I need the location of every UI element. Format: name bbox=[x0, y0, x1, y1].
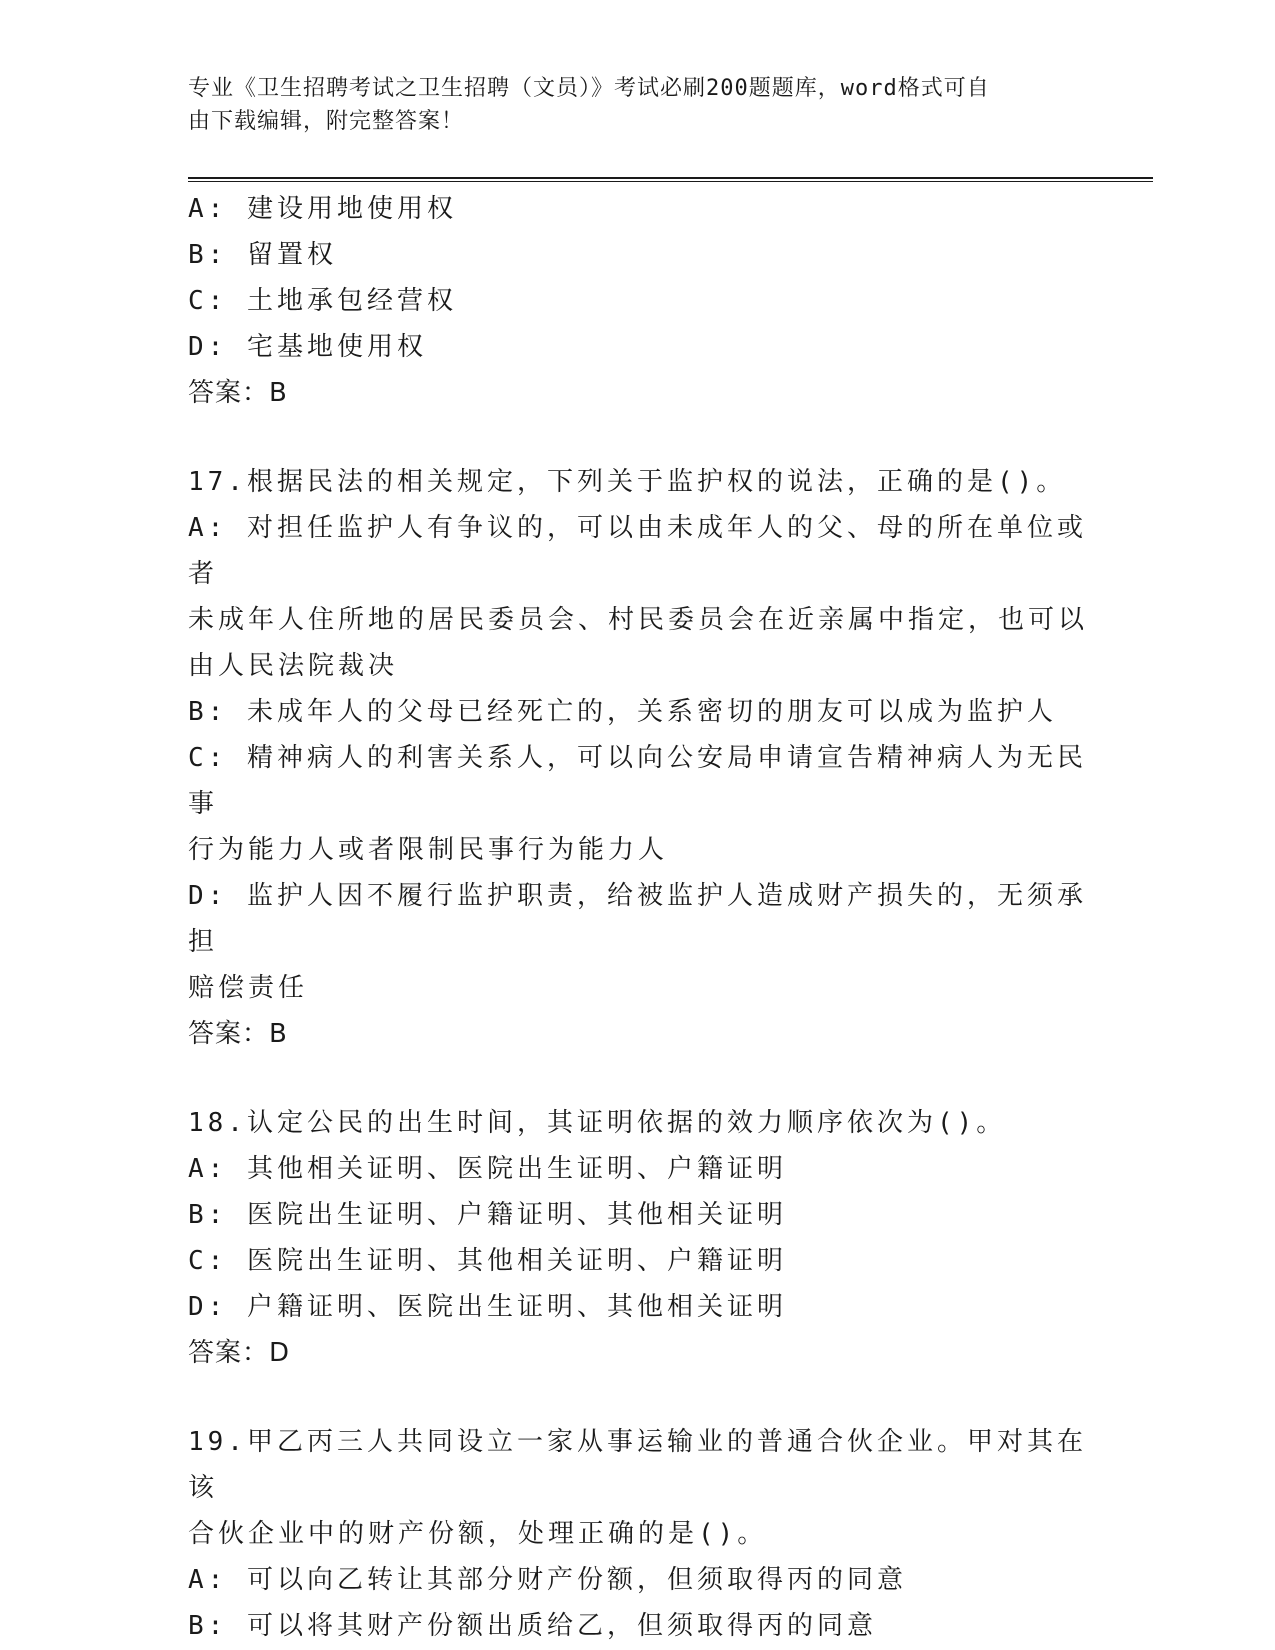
option-a: A: 可以向乙转让其部分财产份额，但须取得丙的同意 bbox=[188, 1565, 907, 1595]
question-16 bbox=[188, 186, 1088, 416]
option-d: D: 宅基地使用权 bbox=[188, 332, 427, 362]
option-a-line-1: A: 对担任监护人有争议的，可以由未成年人的父、母的所在单位或者 bbox=[188, 513, 1087, 589]
question-stem: 17.根据民法的相关规定，下列关于监护权的说法，正确的是()。 bbox=[188, 467, 1067, 497]
option-a: A: 建设用地使用权 bbox=[188, 194, 457, 224]
option-d: D: 户籍证明、医院出生证明、其他相关证明 bbox=[188, 1292, 787, 1322]
option-d-line-1: D: 监护人因不履行监护职责，给被监护人造成财产损失的，无须承担 bbox=[188, 881, 1087, 957]
answer-text: 答案：D bbox=[188, 1338, 291, 1368]
option-b: B: 未成年人的父母已经死亡的，关系密切的朋友可以成为监护人 bbox=[188, 697, 1057, 727]
option-c: C: 医院出生证明、其他相关证明、户籍证明 bbox=[188, 1246, 787, 1276]
option-c: C: 土地承包经营权 bbox=[188, 286, 457, 316]
option-c-line-1: C: 精神病人的利害关系人，可以向公安局申请宣告精神病人为无民事 bbox=[188, 743, 1087, 819]
option-a-line-2: 未成年人住所地的居民委员会、村民委员会在近亲属中指定，也可以 bbox=[188, 605, 1089, 635]
option-b: B: 可以将其财产份额出质给乙，但须取得丙的同意 bbox=[188, 1611, 877, 1641]
question-stem-line-2: 合伙企业中的财产份额，处理正确的是()。 bbox=[188, 1519, 768, 1549]
question-17 bbox=[188, 459, 1088, 1057]
question-19 bbox=[188, 1419, 1088, 1649]
option-c-line-2: 行为能力人或者限制民事行为能力人 bbox=[188, 835, 669, 865]
question-stem: 18.认定公民的出生时间，其证明依据的效力顺序依次为()。 bbox=[188, 1108, 1007, 1138]
header-divider bbox=[188, 177, 1153, 182]
option-b: B: 留置权 bbox=[188, 240, 337, 270]
option-b: B: 医院出生证明、户籍证明、其他相关证明 bbox=[188, 1200, 787, 1230]
question-stem-line-1: 19.甲乙丙三人共同设立一家从事运输业的普通合伙企业。甲对其在该 bbox=[188, 1427, 1087, 1503]
document-header bbox=[188, 72, 1068, 138]
answer-text: 答案：B bbox=[188, 378, 288, 408]
header-line-2: 由下载编辑，附完整答案！ bbox=[188, 109, 465, 134]
option-a: A: 其他相关证明、医院出生证明、户籍证明 bbox=[188, 1154, 787, 1184]
header-line-1: 专业《卫生招聘考试之卫生招聘（文员）》考试必刷200题题库，word格式可自 bbox=[188, 76, 990, 101]
answer-text: 答案：B bbox=[188, 1019, 288, 1049]
option-d-line-2: 赔偿责任 bbox=[188, 973, 309, 1003]
question-list bbox=[188, 186, 1088, 1649]
question-18 bbox=[188, 1100, 1088, 1376]
option-a-line-3: 由人民法院裁决 bbox=[188, 651, 399, 681]
